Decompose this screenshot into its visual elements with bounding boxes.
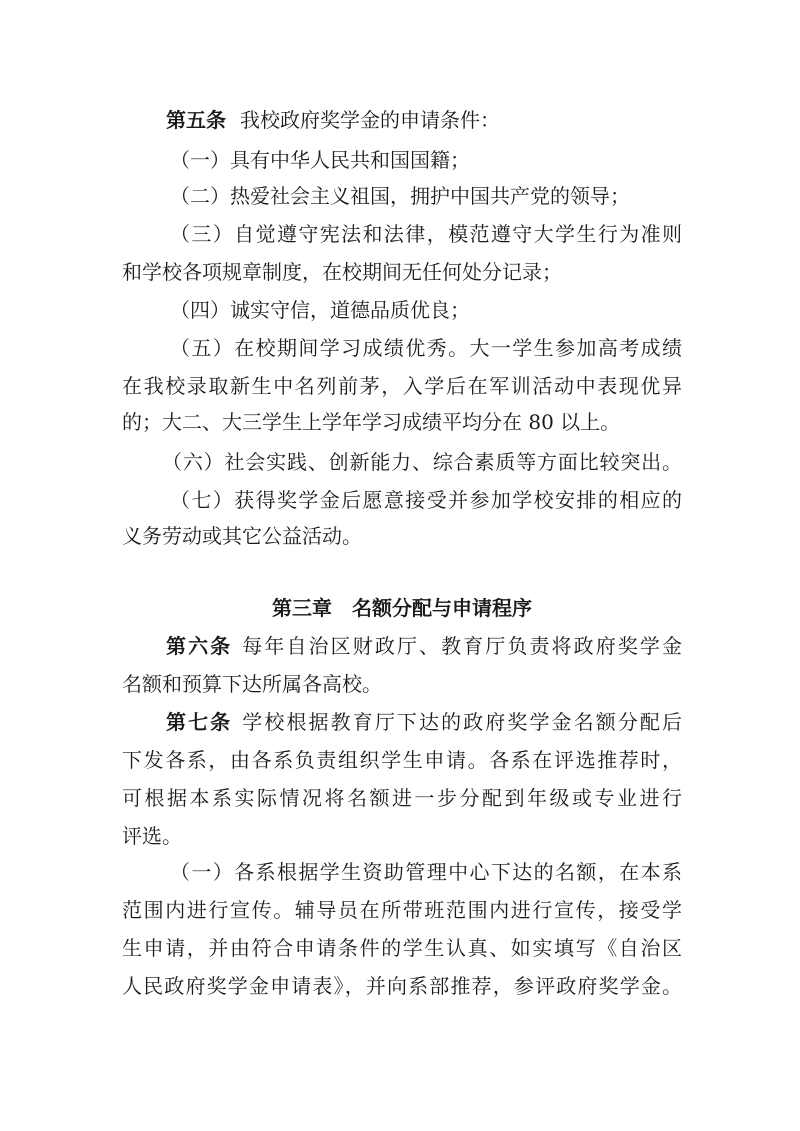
article-7-line-3: 可根据本系实际情况将名额进一步分配到年级或专业进行	[122, 786, 682, 810]
article-5-label: 第五条	[166, 108, 226, 132]
article-5-heading	[166, 110, 682, 130]
article-7-line-2: 下发各系，由各系负责组织学生申请。各系在评选推荐时，	[122, 748, 682, 772]
article-5-item-4: （四）诚实守信，道德品质优良；	[170, 298, 470, 322]
article-7-line-4: 评选。	[122, 824, 182, 848]
article-6-line-1	[166, 636, 682, 656]
article-5-item-6: （六）社会实践、创新能力、综合素质等方面比较突出。	[162, 450, 682, 474]
chapter-3-title: 第三章 名额分配与申请程序	[272, 596, 532, 620]
article-5-item-7: （七）获得奖学金后愿意接受并参加学校安排的相应的	[170, 488, 682, 512]
article-5-item-5: （五）在校期间学习成绩优秀。大一学生参加高考成绩	[170, 336, 682, 360]
article-7-line-1	[166, 712, 682, 732]
article-6-line-2: 名额和预算下达所属各高校。	[122, 672, 382, 696]
article-7-item-1-line-2: 范围内进行宣传。辅导员在所带班范围内进行宣传，接受学	[122, 898, 682, 922]
article-5-item-3-cont: 和学校各项规章制度，在校期间无任何处分记录；	[122, 260, 562, 284]
article-5-item-5-cont-2: 的；大二、大三学生上学年学习成绩平均分在 80 以上。	[122, 410, 621, 434]
article-5-item-3: （三）自觉遵守宪法和法律，模范遵守大学生行为准则	[170, 222, 682, 246]
article-5-item-2: （二）热爱社会主义祖国，拥护中国共产党的领导；	[170, 184, 630, 208]
article-7-label: 第七条	[166, 710, 233, 734]
article-7-text-1: 学校根据教育厅下达的政府奖学金名额分配后	[242, 710, 683, 734]
article-5-item-5-cont-1: 在我校录取新生中名列前茅，入学后在军训活动中表现优异	[122, 374, 682, 398]
article-7-item-1-line-4: 人民政府奖学金申请表》，并向系部推荐，参评政府奖学金。	[122, 974, 682, 998]
article-5-item-7-cont: 义务劳动或其它公益活动。	[122, 524, 362, 548]
article-6-text-1: 每年自治区财政厅、教育厅负责将政府奖学金	[242, 634, 683, 658]
article-6-label: 第六条	[166, 634, 233, 658]
article-7-item-1-line-1: （一）各系根据学生资助管理中心下达的名额，在本系	[170, 860, 682, 884]
article-5-text: 我校政府奖学金的申请条件：	[240, 108, 500, 132]
article-5-item-1: （一）具有中华人民共和国国籍；	[170, 148, 470, 172]
article-7-item-1-line-3: 生申请，并由符合申请条件的学生认真、如实填写《自治区	[122, 936, 682, 960]
